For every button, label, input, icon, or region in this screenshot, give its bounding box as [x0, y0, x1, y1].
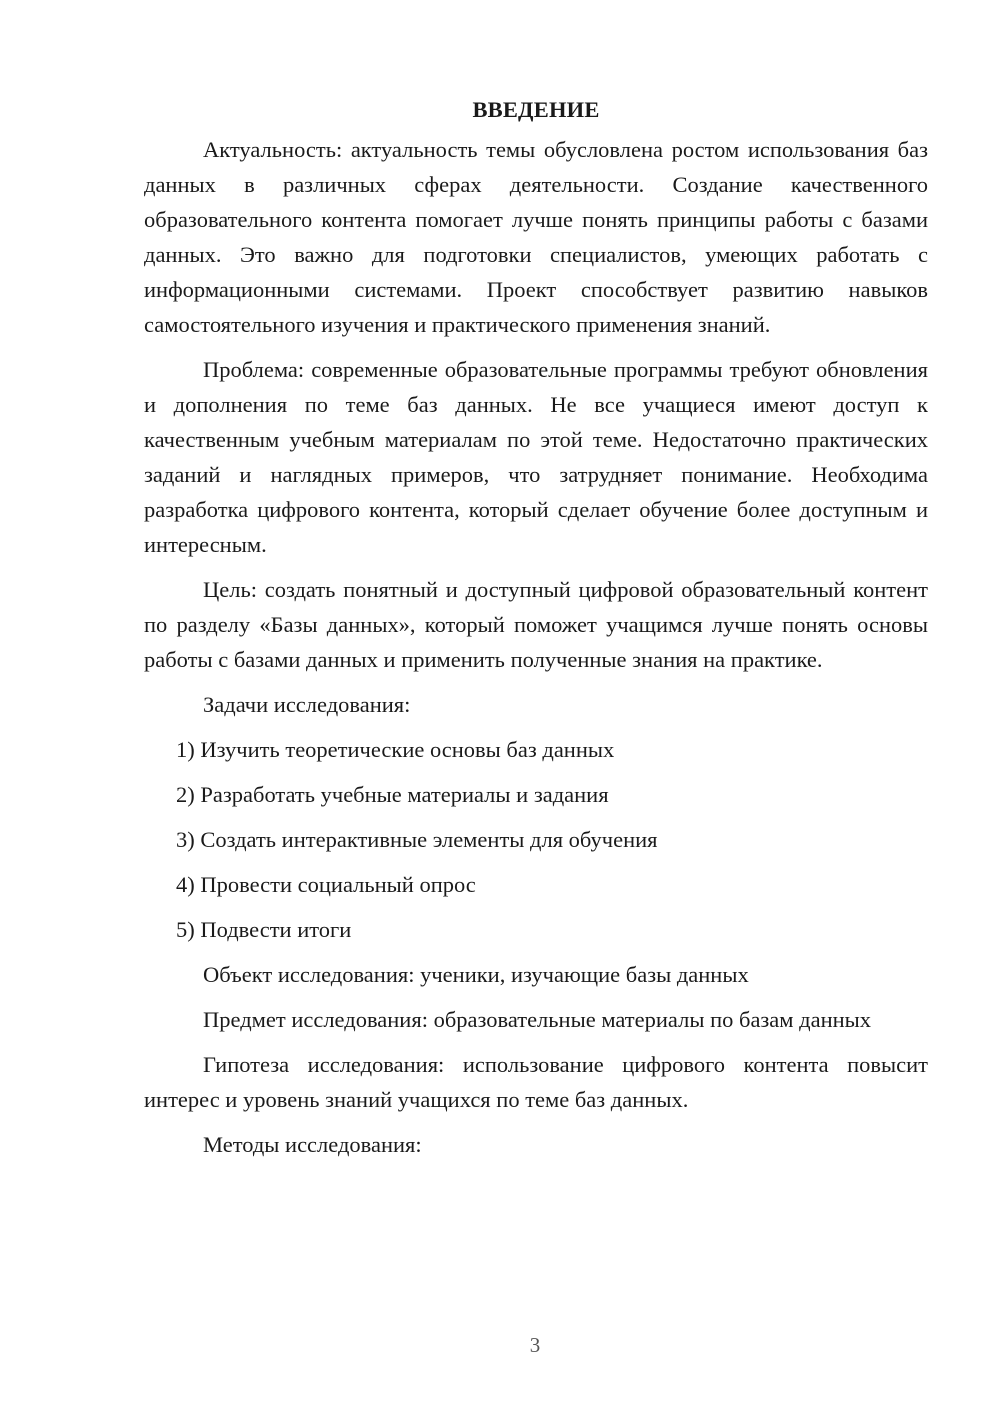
page-content: [144, 92, 928, 1172]
problem-paragraph: Проблема: современные образовательные программы требуют обновления и дополнения по теме баз данных. Не все учащиеся имеют доступ к качественным учебным материалам по этой теме. Недостаточно практических заданий и наглядных примеров, что затрудняет понимание. Необходима разработка цифрового контента, который сделает обучение более доступным и интересным.: [144, 357, 928, 557]
goal-paragraph: Цель: создать понятный и доступный цифровой образовательный контент по разделу «Базы данных», который поможет учащимся лучше понять основы работы с базами данных и применить полученные знания на практике.: [144, 577, 928, 672]
section-heading: ВВЕДЕНИЕ: [472, 97, 600, 122]
hypothesis-paragraph: Гипотеза исследования: использование цифрового контента повысит интерес и уровень знаний учащихся по теме баз данных.: [144, 1052, 928, 1112]
tasks-list: [144, 732, 928, 947]
task-item: 4) Провести социальный опрос: [176, 872, 476, 897]
tasks-label: Задачи исследования:: [203, 692, 411, 717]
subject-paragraph: Предмет исследования: образовательные материалы по базам данных: [203, 1007, 872, 1032]
page-number: 3: [529, 1333, 541, 1357]
relevance-paragraph: Актуальность: актуальность темы обусловлена ростом использования баз данных в различных сферах деятельности. Создание качественного образовательного контента помогает лучше понять принципы работы с базами данных. Это важно для подготовки специалистов, умеющих работать с информационными системами. Проект способствует развитию навыков самостоятельного изучения и практического применения знаний.: [144, 137, 928, 337]
task-item: 2) Разработать учебные материалы и задания: [176, 782, 609, 807]
task-item: 1) Изучить теоретические основы баз данных: [176, 737, 615, 762]
methods-label: Методы исследования:: [203, 1132, 422, 1157]
object-paragraph: Объект исследования: ученики, изучающие базы данных: [203, 962, 749, 987]
task-item: 5) Подвести итоги: [176, 917, 352, 942]
task-item: 3) Создать интерактивные элементы для обучения: [176, 827, 658, 852]
